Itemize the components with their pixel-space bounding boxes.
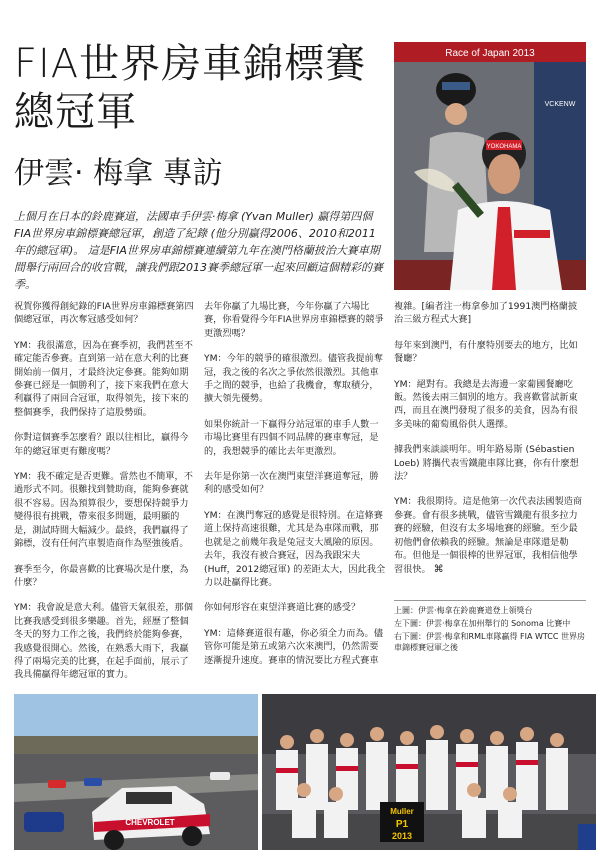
answer-paragraph: YM：我會說是意大利。儘管天氣很差，那個比賽我感受到很多樂趣。首先，經歷了整個冬天的努力工作之後，我們終於能夠參賽，我感覺很開心。然後，在熟悉大雨下，我贏得了兩場完美的比賽，在起手面前，展示了我具備贏得年總冠軍的實力。 — [14, 602, 193, 681]
question-paragraph: 據我們來談談明年。明年路易斯 (Sébastien Loeb) 將攜代表雪鐵龍車隊比賽，你有什麼想法？ — [394, 444, 579, 483]
answer-paragraph: YM：在澳門奪冠的感覺是很特別。在這條賽道上保持高速很難，尤其是為車隊而戰，那也就是之前幾年我是兔冠支大風險的原因。去年，我沒有被合賽冠，因為我跟宋夫 (Huff，2012總冠軍) 的差距太大，因此我全力以赴贏得比賽。 — [204, 509, 386, 588]
answer-paragraph: YM：我很滿意，因為在賽季初，我們甚至不確定能否參賽。直到第一站在意大利的比賽開始前一個月，才最終決定參賽。能夠如期參賽已經是一個勝利了，接下來我們在意大利贏得了兩回合冠軍，取得領先，接下來的整個賽季，我們保持了這股勢頭。 — [14, 339, 193, 418]
article-lede: 上個月在日本的鈴鹿賽道，法國車手伊雲‧梅拿 (Yvan Muller) 贏得第四個FIA世界房車錦標賽總冠軍，創造了紀錄 (他分別贏得2006、2010和2011年的總冠軍)。 這是FIA世界房車錦標賽連續第九年在澳門格蘭披治大賽車期間舉行兩回合的收官戰，讓我們跟2013賽季總冠軍一起來回顧這個精彩的賽季。 — [14, 210, 383, 291]
caption-top: 上圖：伊雲‧梅拿在鈴鹿賽道登上領獎台 — [394, 600, 586, 616]
body-column-3 — [394, 300, 586, 588]
race-car-photo — [14, 694, 258, 850]
body-column-2 — [204, 300, 386, 679]
question-paragraph: 去年是你第一次在澳門東望洋賽道奪冠，勝利的感受如何？ — [204, 471, 379, 496]
helmet-logo-text: YOKOHAMA — [486, 144, 522, 150]
answer-text: YM：我很期待。這是他第一次代表法國製造商參賽。會有很多挑戰，儘管雪鐵龍有很多拉力賽的經驗，但沒有太多場地賽的經驗。至少最初他們會依賴我的經驗。無論是車隊還是勒布。但他是一個很棒的世界冠軍，我相信他學習很快。 — [394, 496, 583, 575]
podium-photo — [394, 42, 586, 290]
article-title: FIA世界房車錦標賽總冠軍 — [14, 41, 367, 135]
sign-year-text: 2013 — [391, 831, 413, 841]
answer-paragraph: 如果你統計一下贏得分站冠軍的車手人數一市場比賽里有四個不同品牌的賽車奪冠，是的，我想競爭的確比去年更激烈。 — [204, 418, 379, 457]
hero-banner-text: Race of Japan 2013 — [445, 48, 535, 59]
question-paragraph: 賽季至今，你最喜歡的比賽場次是什麼，為什麼？ — [14, 563, 189, 588]
question-paragraph: 祝賀你獲得創紀錄的FIA世界房車錦標賽第四個總冠軍，再次奪冠感受如何？ — [14, 301, 194, 326]
team-celebration-photo — [262, 694, 596, 850]
answer-paragraph — [394, 495, 586, 575]
question-paragraph: 你如何形容在東望洋賽道比賽的感受？ — [204, 602, 361, 614]
question-paragraph: 去年你贏了九場比賽，今年你贏了六場比賽，你看覺得今年FIA世界房車錦標賽的競爭更激烈嗎？ — [204, 301, 384, 339]
end-mark-icon: ⌘ — [433, 563, 444, 575]
caption-bottom-left: 左下圖：伊雲‧梅拿在加州舉行的 Sonoma 比賽中 — [394, 619, 571, 628]
answer-paragraph: YM：今年的競爭的確很激烈。儘管我提前奪冠，我之後的名次之爭依然很激烈。其他車手之間的競爭，也給了我機會，奪取積分，擴大領先優勢。 — [204, 353, 383, 405]
hero-backdrop-text: VCKENW — [544, 101, 576, 108]
answer-paragraph: 複雜。[編者注一梅拿參加了1991澳門格蘭披治三級方程式大賽] — [394, 301, 578, 326]
answer-paragraph: YM：這條賽道很有趣，你必須全力而為。儘管你可能是第五或第六次來澳門，仍然需要逐漸提升速度。賽車的情況要比方程式賽車 — [204, 627, 383, 666]
caption-bottom-right: 右下圖：伊雲‧梅拿和RML車隊贏得 FIA WTCC 世界房車錦標賽冠軍之後 — [394, 632, 586, 652]
question-paragraph: 每年來到澳門，有什麼特別要去的地方，比如餐廳？ — [394, 339, 578, 365]
body-column-1 — [14, 300, 196, 694]
answer-paragraph: YM：我不確定是否更難。當然也不簡單，不過形式不同。很難找到贊助商，能夠參賽就很不容易。因為預算很少，要想保持競爭力變得很有挑戰，帶來很多問題，最明顯的是，測試時間大幅減少。最終，我們贏得了錦標，沒有任何汽車製造商作為堅強後盾。 — [14, 471, 193, 550]
answer-paragraph: YM：絕對有。我總是去海邊一家葡國餐廳吃飯。然後去兩三個別的地方。我喜歡嘗試新東西，而且在澳門發現了很多的美食，因為有很多美味的葡萄風俗供人選擇。 — [394, 378, 578, 430]
sign-position-text: P1 — [395, 819, 409, 830]
article-subtitle: 伊雲‧ 梅拿 專訪 — [14, 156, 223, 191]
car-livery-text: CHEVROLET — [125, 818, 175, 827]
photo-captions — [394, 600, 586, 655]
sign-name-text: Muller — [390, 807, 414, 816]
question-paragraph: 你對這個賽季怎麼看？跟以往相比，贏得今年的總冠軍更有難度嗎？ — [14, 432, 189, 457]
